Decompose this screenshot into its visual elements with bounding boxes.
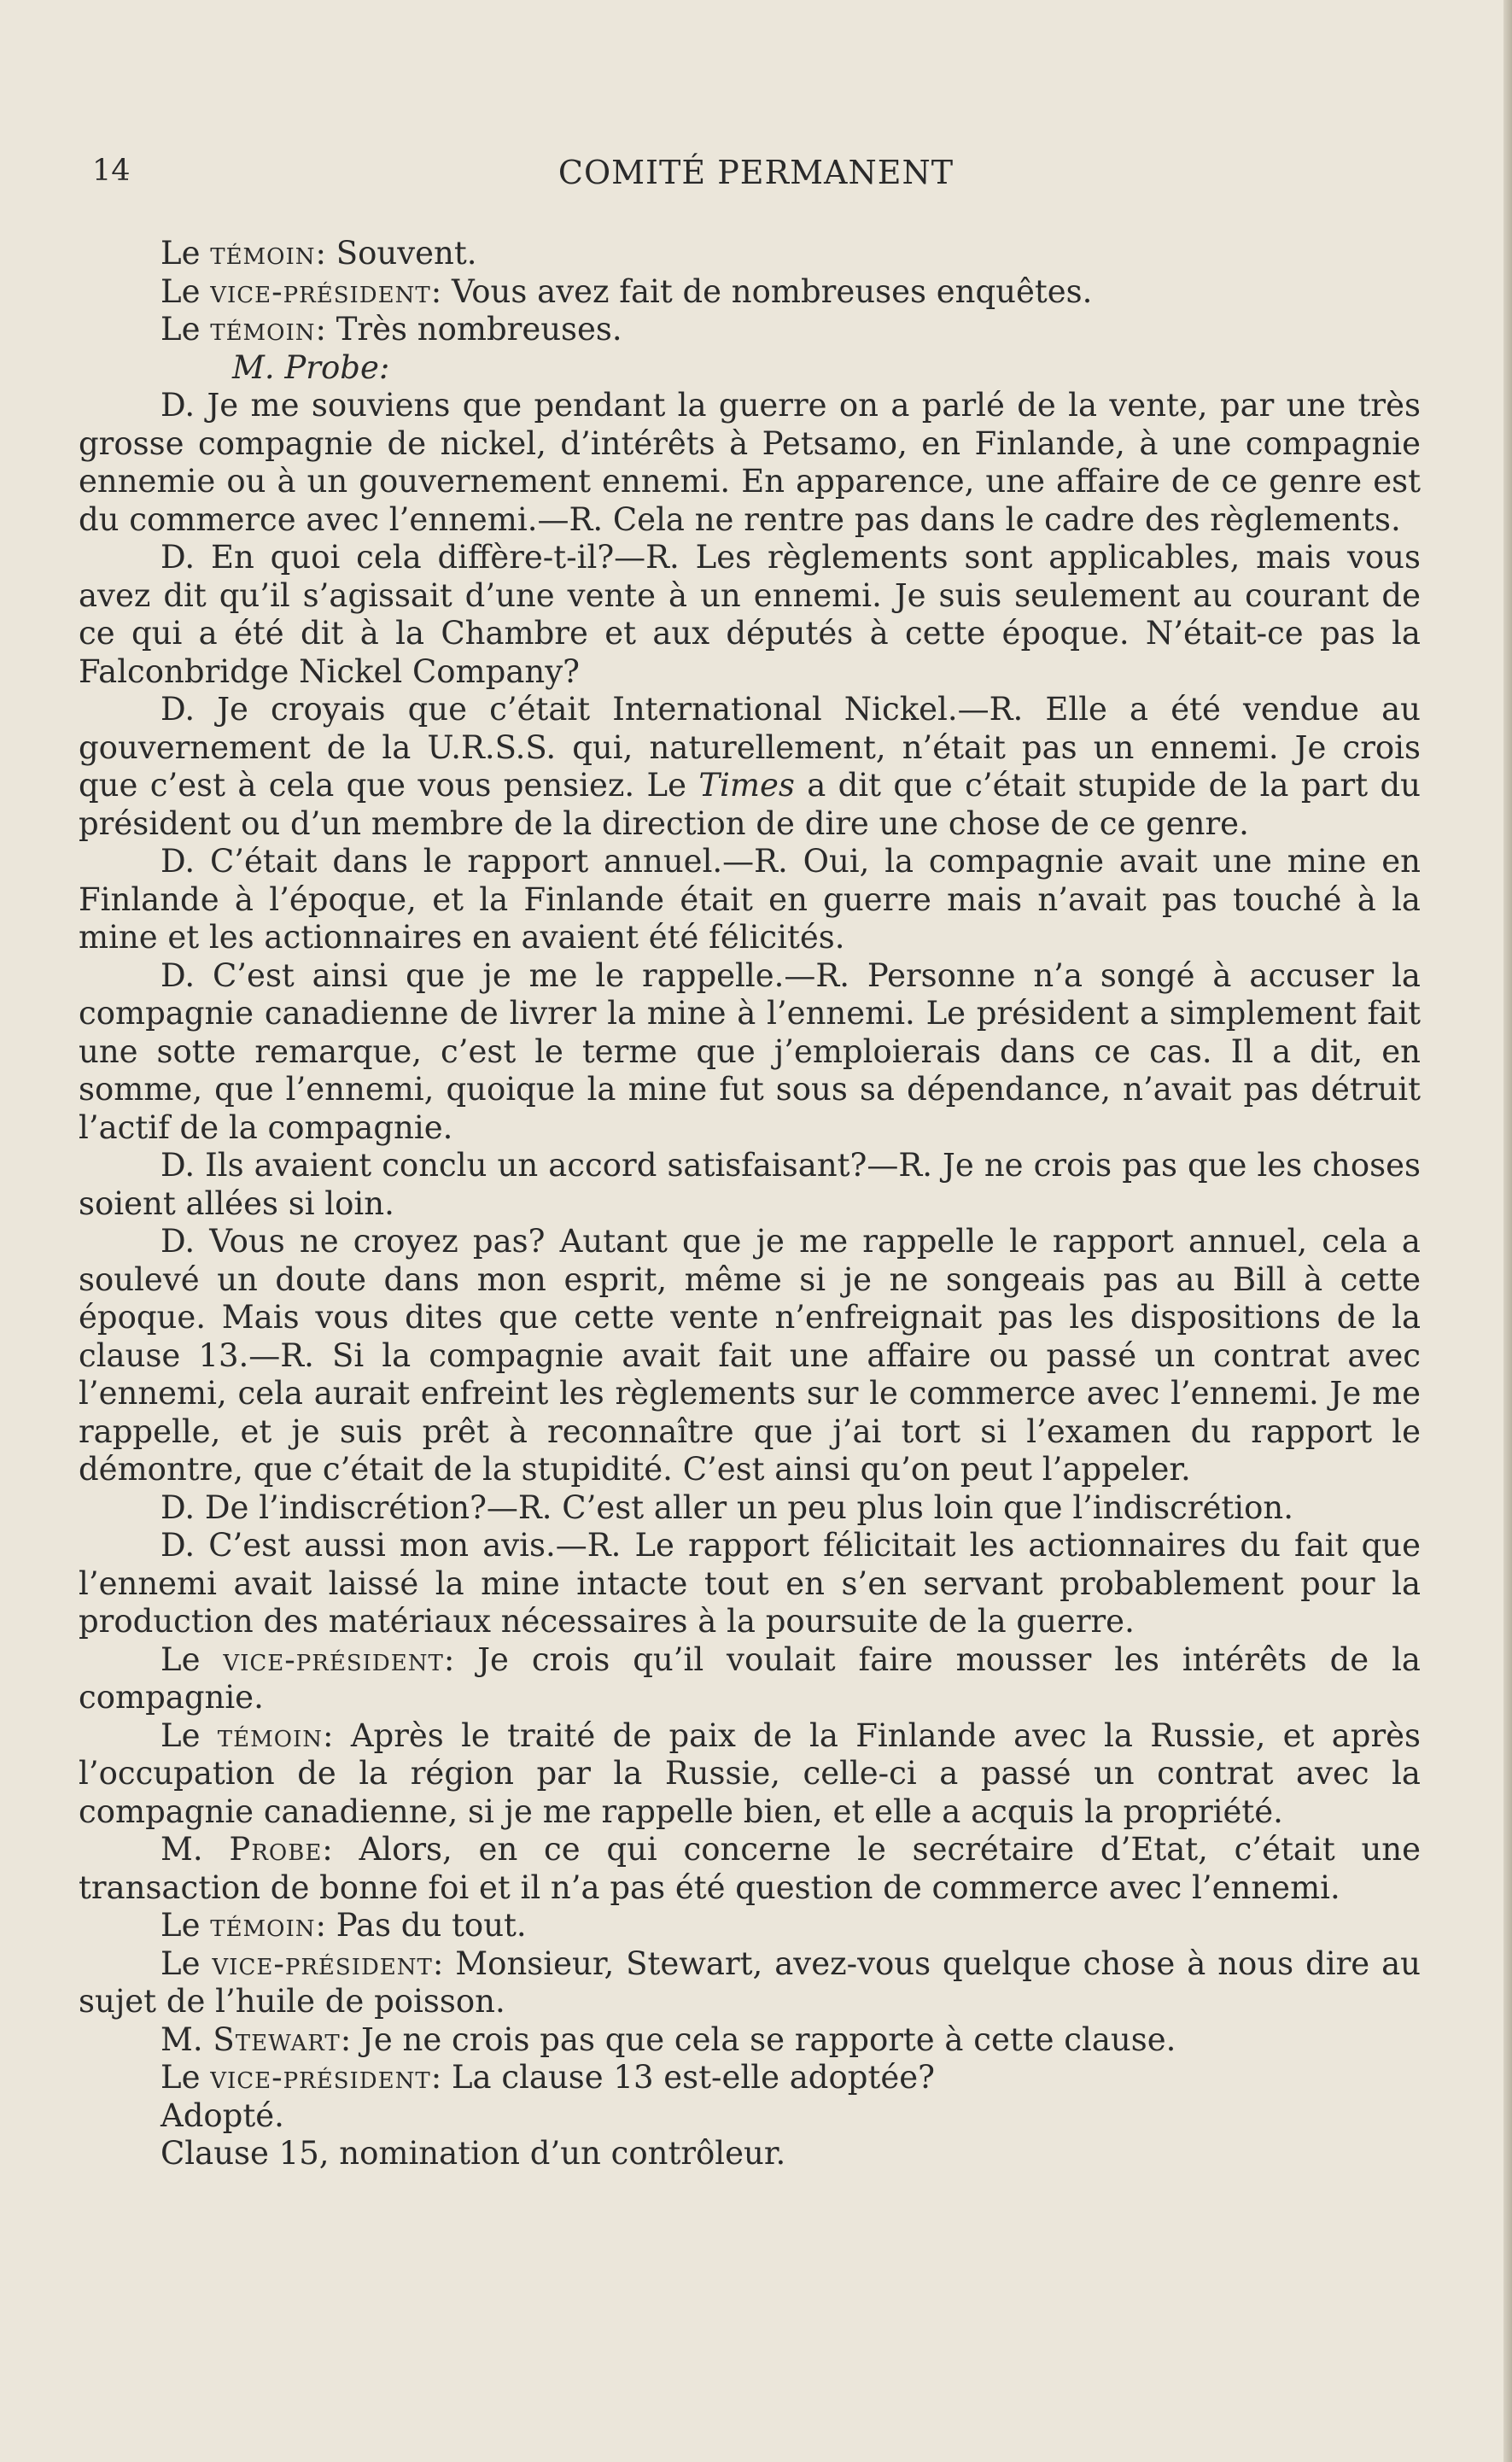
speaker-sep: : [443,1640,455,1678]
speaker-role: témoin [210,311,316,348]
speaker-paragraph [79,1831,1421,1907]
speaker-paragraph [79,1717,1421,1832]
speaker-prefix: Le [161,235,201,272]
speaker-paragraph [79,1907,1421,1945]
paragraph-text: Monsieur, Stewart, avez-vous quelque chose à nous dire au sujet de l’huile de poisson. [79,1944,1421,2020]
speaker-sep: : [315,1907,326,1944]
speaker-paragraph [79,273,1421,312]
page-number: 14 [92,154,131,188]
question-answer-paragraph: D. De l’indiscrétion?—R. C’est aller un peu plus loin que l’indiscrétion. [161,1488,1293,1526]
speaker-prefix: Le [161,2059,201,2096]
speaker-sep: : [315,235,326,272]
speaker-paragraph [79,235,1421,273]
emphasis-text: Times [698,767,795,804]
speaker-paragraph [79,1945,1421,2021]
question-answer-paragraph: D. Je me souviens que pendant la guerre on a parlé de la vente, par une très grosse compagnie de nickel, d’intérêts à Petsamo, en Finlande, à une compagnie ennemie ou à un gouvernement ennemi. En apparence, une affaire de ce genre est du commerce avec l’ennemi.—R. Cela ne rentre pas dans le cadre des règlements. [79,387,1421,538]
speaker-prefix: Le [161,1716,201,1754]
speaker-prefix: Le [161,1944,201,1982]
question-answer-paragraph [79,691,1421,843]
paragraph-text: Après le traité de paix de la Finlande avec la Russie, et après l’occupation de la région par la Russie, celle-ci a passé un contrat avec la compagnie canadienne, si je me rappelle bien, et elle a acquis la propriété. [79,1716,1422,1830]
paragraph-text: Je crois qu’il voulait faire mousser les intérêts de la compagnie. [79,1640,1421,1716]
paragraph-text: Je ne crois pas que cela se rapporte à cette clause. [361,2020,1176,2058]
question-answer-paragraph: D. Vous ne croyez pas? Autant que je me rappelle le rapport annuel, cela a soulevé un doute dans mon esprit, même si je ne songeais pas au Bill à cette époque. Mais vous dites que cette vente n’enfreignait pas les dispositions de la clause 13.—R. Si la compagnie avait fait une affaire ou passé un contrat avec l’ennemi, cela aurait enfreint les règlements sur le commerce avec l’ennemi. Je me rappelle, et je suis prêt à reconnaître que j’ai tort si l’examen du rapport le démontre, que c’était de la stupidité. C’est ainsi qu’on peut l’appeler. [79,1223,1421,1488]
page-edge [1503,0,1512,2462]
motion-adopted: Adopté. [161,2097,284,2134]
speaker-paragraph [79,2059,1421,2097]
speaker-role: témoin [210,1907,316,1944]
clause-heading: Clause 15, nomination d’un contrôleur. [161,2135,786,2172]
speaker-prefix: M. [161,2020,203,2058]
speaker-paragraph [79,311,1421,349]
speaker-prefix: Le [161,1907,201,1944]
speaker-role: vice-président [210,2059,431,2096]
speaker-sep: : [315,311,326,348]
page-body [79,235,1421,2173]
speaker-prefix: M. [161,1831,203,1868]
paragraph-text: Souvent. [336,235,477,272]
speaker-sep: : [323,1716,334,1754]
paragraph-text-after: a dit que c’était stupide de la part du président ou d’un membre de la direction de dire une chose de ce genre. [79,767,1421,842]
running-head: COMITÉ PERMANENT [558,154,954,191]
paragraph-text: La clause 13 est-elle adoptée? [451,2059,935,2096]
speaker-sep: : [340,2020,352,2058]
speaker-prefix: Le [161,272,201,310]
speaker-paragraph [79,2021,1421,2060]
speaker-sep: : [430,272,442,310]
speaker-sep: : [322,1831,333,1868]
paragraph-text: Pas du tout. [336,1907,527,1944]
speaker-role: Stewart [213,2020,341,2058]
question-answer-paragraph: D. En quoi cela diffère-t-il?—R. Les règlements sont applicables, mais vous avez dit qu’il s’agissait d’une vente à un ennemi. Je suis seulement au courant de ce qui a été dit à la Chambre et aux députés à cette époque. N’était-ce pas la Falconbridge Nickel Company? [79,539,1421,690]
question-answer-paragraph: D. Ils avaient conclu un accord satisfaisant?—R. Je ne crois pas que les choses soient allées si loin. [79,1147,1421,1222]
paragraph-text: Très nombreuses. [336,311,622,348]
speaker-prefix: Le [161,1640,201,1678]
question-answer-paragraph: D. C’est aussi mon avis.—R. Le rapport félicitait les actionnaires du fait que l’ennemi avait laissé la mine intacte tout en s’en servant probablement pour la production des matériaux nécessaires à la poursuite de la guerre. [79,1527,1421,1640]
speaker-paragraph [79,1641,1421,1717]
speaker-role: vice-président [210,272,431,310]
question-answer-paragraph: D. C’était dans le rapport annuel.—R. Oui, la compagnie avait une mine en Finlande à l’époque, et la Finlande était en guerre mais n’avait pas touché à la mine et les actionnaires en avaient été félicités. [79,843,1421,956]
speaker-heading: M. Probe: [232,348,390,386]
speaker-role: témoin [217,1716,324,1754]
speaker-sep: : [430,2059,442,2096]
question-answer-paragraph: D. C’est ainsi que je me le rappelle.—R. Personne n’a songé à accuser la compagnie canadienne de livrer la mine à l’ennemi. Le président a simplement fait une sotte remarque, c’est le terme que j’emploierais dans ce cas. Il a dit, en somme, que l’ennemi, quoique la mine fut sous sa dépendance, n’avait pas détruit l’actif de la compagnie. [79,956,1421,1146]
speaker-role: témoin [210,235,316,272]
page-header [0,154,1512,205]
speaker-role: vice-président [223,1640,444,1678]
speaker-sep: : [432,1944,444,1982]
speaker-role: Probe [229,1831,323,1868]
paragraph-text: D. Je croyais que c’était International Nickel.—R. Elle a été vendue au gouvernement de la U.R.S.S. qui, naturellement, n’était pas un ennemi. Je crois que c’est à cela que vous pensiez. Le [79,691,1421,804]
paragraph-text: Alors, en ce qui concerne le secrétaire d’Etat, c’était une transaction de bonne foi et il n’a pas été question de commerce avec l’ennemi. [79,1831,1422,1906]
paragraph-text: Vous avez fait de nombreuses enquêtes. [451,272,1093,310]
speaker-role: vice-président [212,1944,433,1982]
speaker-prefix: Le [161,311,201,348]
